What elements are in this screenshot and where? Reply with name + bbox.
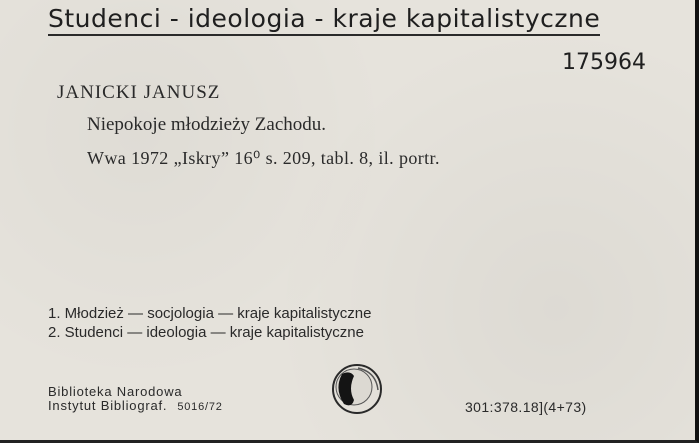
library-name: Biblioteka Narodowa <box>48 384 183 399</box>
institute-name: Instytut Bibliograf. <box>48 398 168 413</box>
subject-list <box>48 304 371 342</box>
author-name: JANICKI JANUSZ <box>57 82 221 103</box>
library-imprint <box>48 385 223 414</box>
library-institute <box>48 399 223 414</box>
subject-entry: 1. Młodzież — socjologia — kraje kapitalistyczne <box>48 305 372 322</box>
book-title: Niepokoje młodzieży Zachodu. <box>87 114 327 135</box>
classification-number: 301:378.18](4+73) <box>465 399 587 415</box>
subject-entry: 2. Studenci — ideologia — kraje kapitalistyczne <box>48 324 364 341</box>
print-code: 5016/72 <box>177 401 223 413</box>
punch-hole-icon <box>328 360 386 418</box>
subject-heading: Studenci - ideologia - kraje kapitalistyczne <box>48 4 600 36</box>
imprint-line: Wwa 1972 „Iskry” 16⁰ s. 209, tabl. 8, il. portr. <box>87 148 440 168</box>
accession-number: 175964 <box>562 50 646 75</box>
